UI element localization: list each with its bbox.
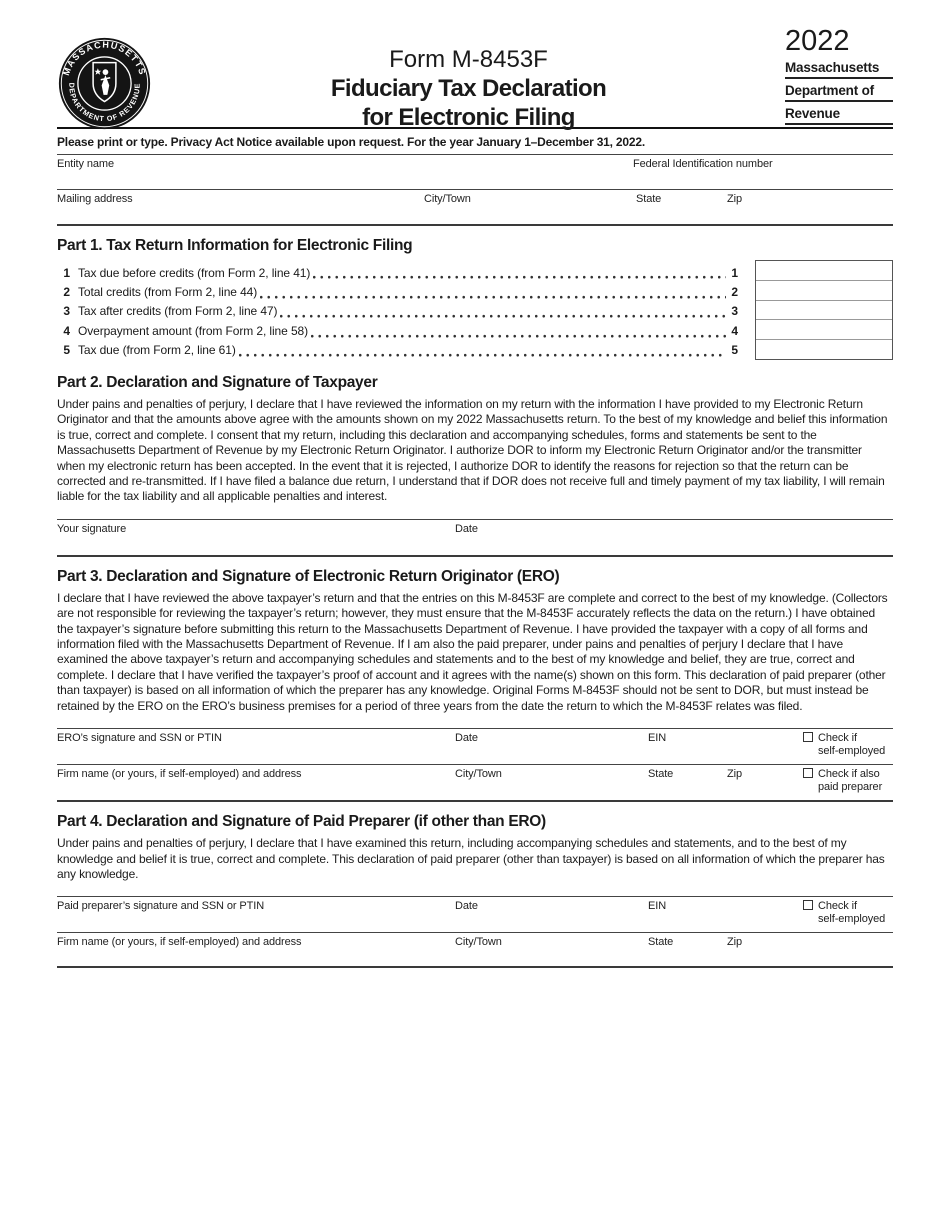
check-label-line1: Check if [818,732,857,745]
line-number: 3 [63,304,70,319]
dotted-leader [313,269,726,279]
amount-field-line-2[interactable] [756,280,892,299]
preparer-firm-label: Firm name (or yours, if self-employed) and address [57,936,302,949]
preparer-state-label: State [648,936,674,949]
ero-state-label: State [648,768,674,781]
ero-date-label: Date [455,732,478,745]
spacer [803,936,893,966]
dotted-leader [260,289,726,299]
preparer-ein-label: EIN [648,900,667,913]
check-label-line2: self-employed [818,913,886,926]
taxpayer-date-label: Date [455,522,478,535]
ero-self-employed-check [803,732,893,764]
ero-ein-field[interactable] [648,732,727,764]
preparer-self-employed-check [803,900,893,932]
city-town-field[interactable] [424,193,636,224]
agency-line-3: Revenue [785,102,893,125]
part1-line-4 [57,321,738,340]
agency-line-1: Massachusetts [785,56,893,79]
line-number: 5 [63,343,70,358]
line-number: 1 [63,265,70,280]
ero-self-employed-label [818,732,885,764]
preparer-firm-row [57,932,893,966]
ero-self-employed-checkbox[interactable] [803,732,813,742]
ero-signature-field[interactable] [57,732,455,764]
ero-signature-row [57,728,893,764]
ero-paid-preparer-label [818,768,882,800]
seal-top-text: MASSACHUSETTS [61,39,148,77]
ero-date-field[interactable] [455,732,648,764]
preparer-signature-field[interactable] [57,900,455,932]
mailing-address-label: Mailing address [57,193,133,205]
line-label: Overpayment amount (from Form 2, line 58) [78,323,308,338]
part1-heading: Part 1. Tax Return Information for Electronic Filing [57,237,413,254]
form-title-line1: Fiduciary Tax Declaration [330,75,607,102]
check-label-line2: paid preparer [818,781,883,794]
preparer-date-field[interactable] [455,900,648,932]
dotted-leader [239,347,727,357]
ero-firm-label: Firm name (or yours, if self-employed) and address [57,768,302,781]
part1-line-5 [57,341,738,360]
form-title-block [152,20,785,131]
form-number: Form M-8453F [389,46,548,73]
preparer-zip-field[interactable] [727,936,803,966]
dotted-leader [280,308,726,318]
ero-ein-label: EIN [648,732,667,745]
entity-row-1 [57,154,893,189]
preparer-signature-label: Paid preparer’s signature and SSN or PTIN [57,900,265,913]
instructions-line: Please print or type. Privacy Act Notice available upon request. For the year January 1–December 31, 2022. [57,135,645,149]
part1-line-2 [57,282,738,301]
amount-field-line-5[interactable] [756,339,892,358]
line-number-right: 3 [731,304,738,319]
state-label: State [636,193,662,205]
line-number-right: 2 [731,285,738,300]
line-number-right: 4 [731,323,738,338]
part1-lines [57,263,893,363]
entity-name-field[interactable] [57,158,633,189]
line-number-right: 5 [731,343,738,358]
preparer-self-employed-checkbox[interactable] [803,900,813,910]
tax-year: 2022 [785,25,850,57]
dotted-leader [311,328,726,338]
part4-heading: Part 4. Declaration and Signature of Paid Preparer (if other than ERO) [57,813,546,831]
check-label-line1: Check if also [818,768,880,781]
ero-city-label: City/Town [455,768,502,781]
form-header [57,0,893,131]
form-title-line2: for Electronic Filing [362,104,575,131]
ero-signature-label: ERO’s signature and SSN or PTIN [57,732,222,745]
preparer-ein-field[interactable] [648,900,727,932]
ero-city-field[interactable] [455,768,648,800]
zip-field[interactable] [727,193,893,224]
line-number: 4 [63,323,70,338]
taxpayer-signature-field[interactable] [57,523,455,555]
seal-bottom-text: DEPARTMENT OF REVENUE [67,82,142,124]
ero-state-field[interactable] [648,768,727,800]
agency-line-2: Department of [785,79,893,102]
taxpayer-signature-label: Your signature [57,522,127,535]
part2-declaration-text: Under pains and penalties of perjury, I declare that I have reviewed the information on my return with the information I have provided to my Electronic Return Originator and that the amounts above agree with the amounts shown on my 2022 Massachusetts return. To the best of my knowledge and belief this information is true, correct and complete. I consent that my return, including this declaration and accompanying schedules, forms and statements be sent to the Massachusetts Department of Revenue by my Electronic Return Originator. I authorize DOR to inform my Electronic Return Originator and/or the transmitter when my electronic return has been accepted. In the event that it is rejected, I authorize DOR to identify the reasons for rejection so that the return can be corrected and re-transmitted. If I have filed a balance due return, I understand that if DOR does not receive full and timely payment of my tax liability, I will remain liable for the tax liability and all applicable penalties and interest. [57,397,888,504]
check-label-line1: Check if [818,900,857,913]
state-field[interactable] [636,193,727,224]
agency-block [785,20,893,127]
entity-name-label: Entity name [57,158,114,170]
ero-zip-label: Zip [727,768,742,781]
amount-field-line-1[interactable] [756,261,892,280]
city-town-label: City/Town [424,193,471,205]
preparer-city-field[interactable] [455,936,648,966]
amount-field-line-3[interactable] [756,300,892,319]
ero-zip-field[interactable] [727,768,803,800]
mailing-address-field[interactable] [57,193,424,224]
line-label: Total credits (from Form 2, line 44) [78,285,258,300]
preparer-firm-field[interactable] [57,936,455,966]
part2-heading: Part 2. Declaration and Signature of Taxpayer [57,374,378,391]
zip-label: Zip [727,193,742,205]
amount-entry-box [755,260,893,360]
line-number-right: 1 [731,265,738,280]
part3-heading: Part 3. Declaration and Signature of Electronic Return Originator (ERO) [57,567,560,585]
amount-field-line-4[interactable] [756,319,892,338]
preparer-self-employed-label [818,900,885,932]
line-label: Tax due (from Form 2, line 61) [78,343,236,358]
preparer-state-field[interactable] [648,936,727,966]
preparer-zip-label: Zip [727,936,742,949]
part1-line-1 [57,263,738,282]
line-number: 2 [63,285,70,300]
taxpayer-signature-row [57,519,893,555]
part1-line-3 [57,302,738,321]
spacer [727,732,803,764]
federal-id-label: Federal Identification number [633,158,773,170]
ero-paid-preparer-checkbox[interactable] [803,768,813,778]
form-bottom-divider [57,966,893,968]
preparer-signature-row [57,896,893,932]
entity-row-2 [57,189,893,224]
preparer-date-label: Date [455,900,478,913]
ero-firm-field[interactable] [57,768,455,800]
federal-id-field[interactable] [633,158,893,189]
part4-declaration-text: Under pains and penalties of perjury, I declare that I have examined this return, including accompanying schedules and statements, and to the best of my knowledge and belief it is true, correct and complete. This declaration of paid preparer (other than taxpayer) is based on all information of which the preparer has any knowledge. [57,836,885,881]
preparer-city-label: City/Town [455,936,502,949]
spacer [727,900,803,932]
check-label-line2: self-employed [818,745,886,758]
ero-paid-preparer-check [803,768,893,800]
taxpayer-date-field[interactable] [455,523,893,555]
part3-declaration-text: I declare that I have reviewed the above taxpayer’s return and that the entries on this M-8453F are complete and correct to the best of my knowledge. (Collectors are not responsible for reviewing the taxpayer’s return; however, they must ensure that the M-8453F accurately reflects the data on the return.) I have obtained the taxpayer’s signature before submitting this return to the Massachusetts Department of Revenue. I have provided the taxpayer with a copy of all forms and information filed with the Massachusetts Department of Revenue. If I am also the paid preparer, under pains and penalties of perjury I declare that I have examined the above taxpayer’s return and accompanying schedules and statements and to the best of my knowledge and belief, they are true, correct and complete. I declare that I have verified the taxpayer’s proof of account and it agrees with the name(s) shown on this form. This declaration of paid preparer (other than taxpayer) is based on all information of which the preparer has any knowledge. Original Forms M-8453F should not be sent to DOR, but must instead be retained by the ERO on the ERO’s business premises for a period of three years from the date the return to which the M-8453F relates was filed. [57,590,888,713]
ero-firm-row [57,764,893,800]
line-label: Tax due before credits (from Form 2, line 41) [78,265,311,280]
dor-seal-icon [57,36,152,131]
line-label: Tax after credits (from Form 2, line 47) [78,304,278,319]
